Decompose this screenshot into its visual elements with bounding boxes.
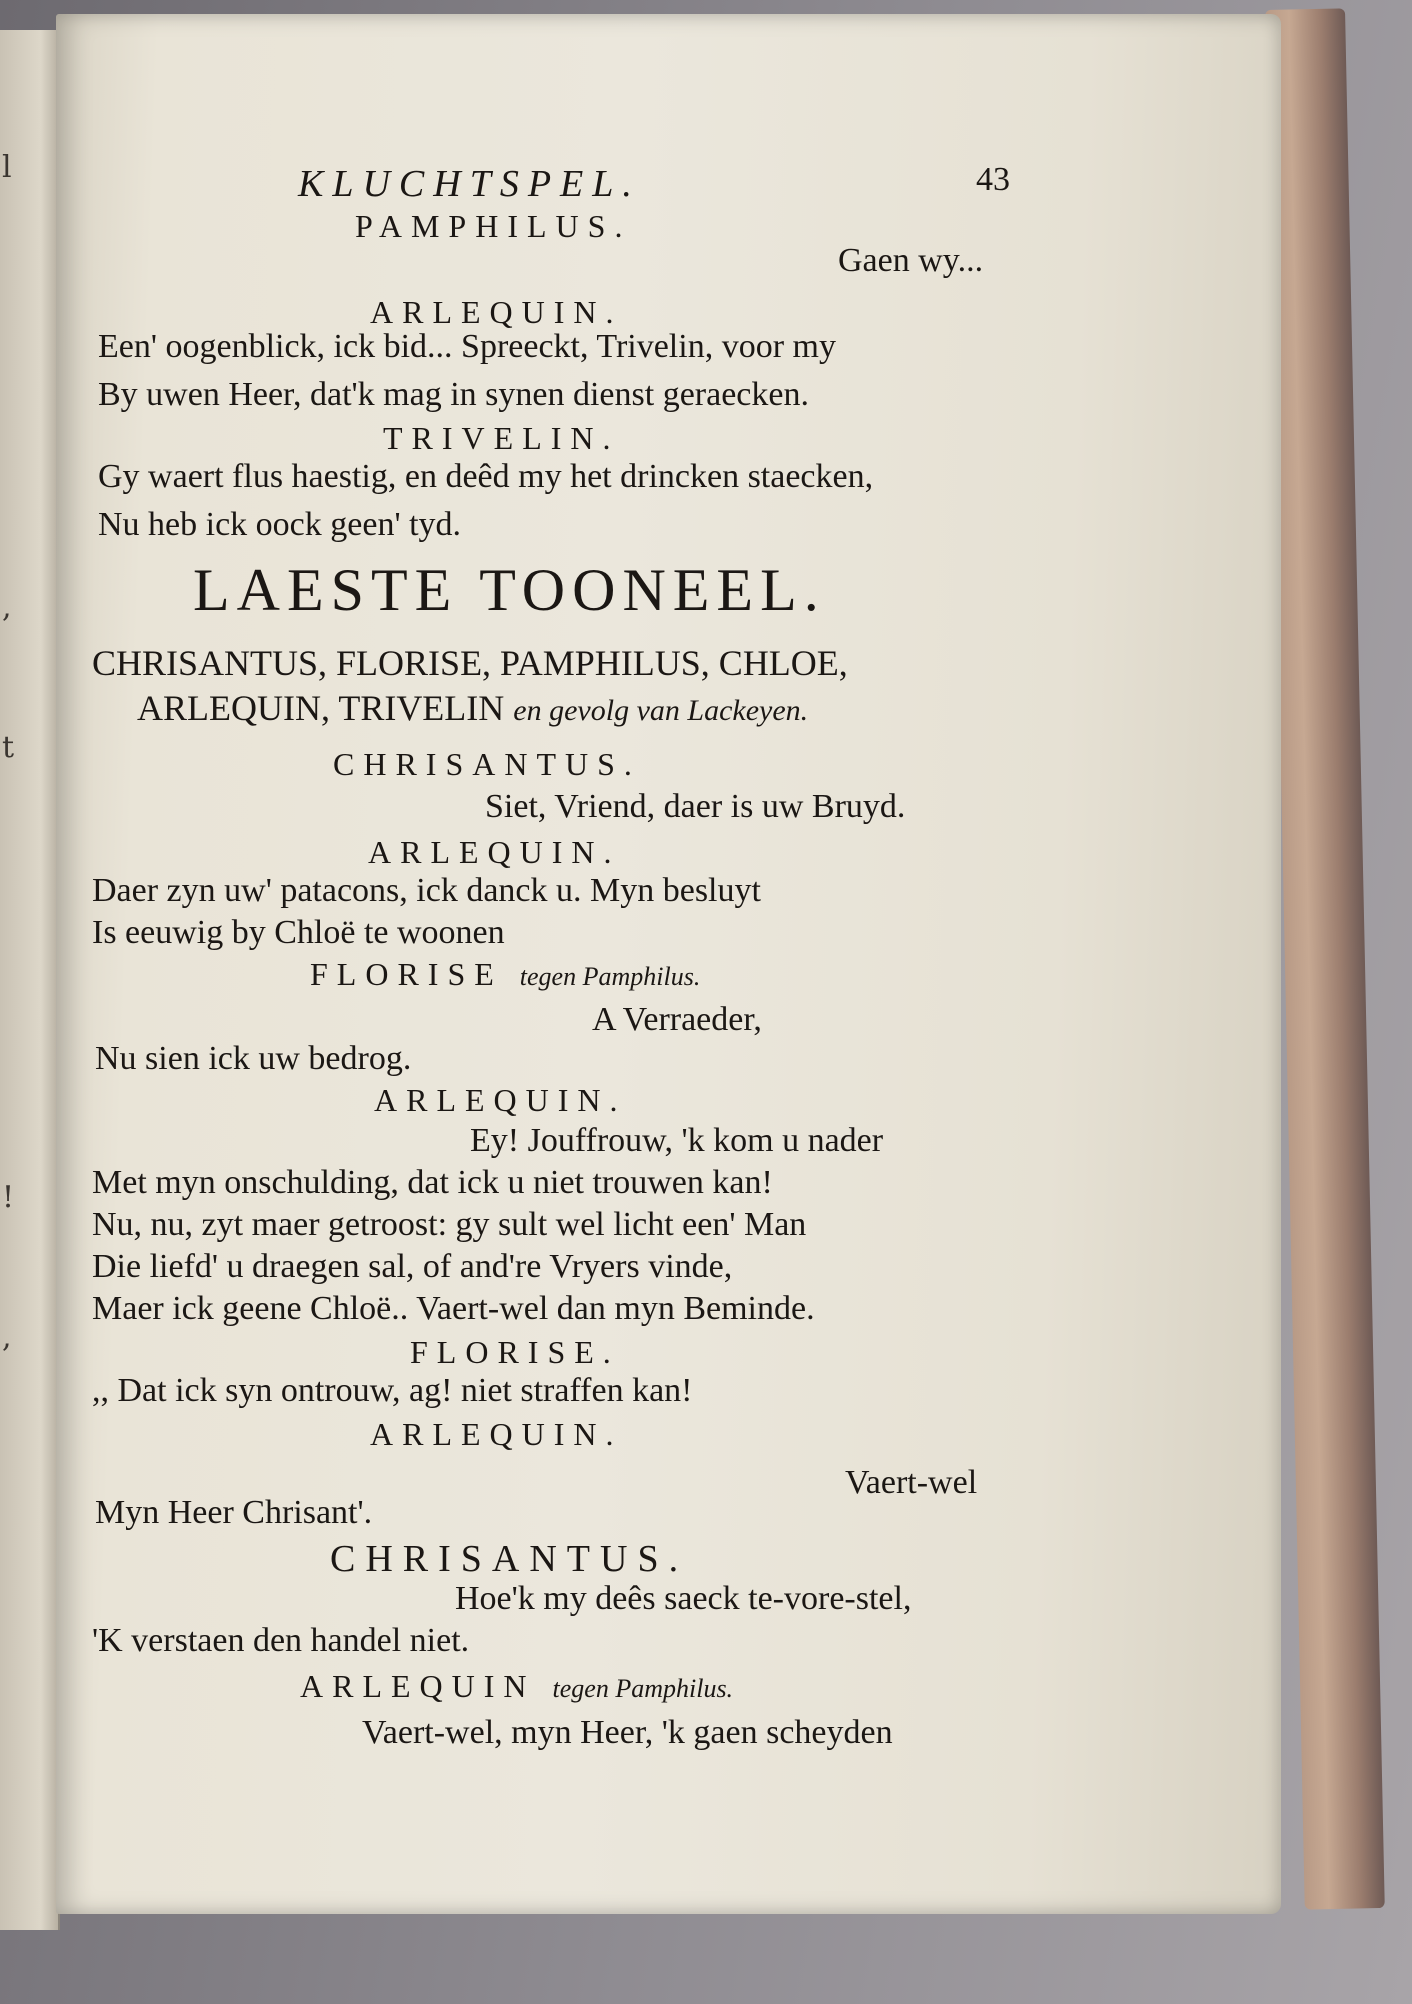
verse-line: Die liefd' u draegen sal, of and're Vryers vinde,	[92, 1248, 733, 1285]
verse-line: Vaert-wel, myn Heer, 'k gaen scheyden	[362, 1714, 893, 1751]
speaker-name: FLORISE.	[410, 1334, 620, 1370]
cast-names: ARLEQUIN, TRIVELIN	[137, 688, 505, 728]
speaker-name-text: ARLEQUIN	[300, 1668, 536, 1704]
scene-heading: LAESTE TOONEEL.	[193, 557, 826, 623]
verse-line: Daer zyn uw' patacons, ick danck u. Myn besluyt	[92, 872, 761, 909]
facing-page-mark: l	[2, 150, 12, 185]
stage-direction: en gevolg van Lackeyen.	[513, 694, 809, 727]
cast-list	[137, 690, 808, 726]
verse-line: Nu, nu, zyt maer getroost: gy sult wel licht een' Man	[92, 1206, 807, 1243]
verse-line: Een' oogenblick, ick bid... Spreeckt, Trivelin, voor my	[98, 328, 836, 365]
verse-line: By uwen Heer, dat'k mag in synen dienst geraecken.	[98, 376, 809, 413]
verse-line: Myn Heer Chrisant'.	[95, 1494, 373, 1531]
verse-line: Maer ick geene Chloë.. Vaert-wel dan myn Beminde.	[92, 1290, 815, 1327]
speaker-name: ARLEQUIN.	[370, 294, 623, 330]
verse-line: Hoe'k my deês saeck te-vore-stel,	[455, 1580, 912, 1617]
cast-list: CHRISANTUS, FLORISE, PAMPHILUS, CHLOE,	[92, 643, 848, 683]
speaker-name: ARLEQUIN.	[370, 1416, 623, 1452]
speaker-name: CHRISANTUS.	[333, 746, 641, 782]
verse-line: Nu heb ick oock geen' tyd.	[98, 506, 462, 543]
verse-line: Is eeuwig by Chloë te woonen	[92, 914, 505, 951]
verse-line: Siet, Vriend, daer is uw Bruyd.	[485, 788, 906, 825]
verse-line: A Verraeder,	[592, 1001, 762, 1038]
speaker-name	[300, 1670, 733, 1702]
speaker-name: ARLEQUIN.	[368, 834, 621, 870]
verse-line: Gaen wy...	[838, 242, 984, 279]
speaker-name: ARLEQUIN.	[374, 1082, 627, 1118]
running-head: KLUCHTSPEL.	[298, 163, 641, 205]
page-number: 43	[976, 161, 1010, 198]
speaker-name: PAMPHILUS.	[355, 208, 632, 244]
speaker-name-text: FLORISE	[310, 956, 503, 992]
verse-line: Met myn onschulding, dat ick u niet trouwen kan!	[92, 1164, 773, 1201]
verse-line: Gy waert flus haestig, en deêd my het drincken staecken,	[98, 458, 874, 495]
verse-line: Nu sien ick uw bedrog.	[95, 1040, 412, 1077]
facing-page-mark: !	[2, 1180, 15, 1215]
facing-page-mark: ,	[2, 1320, 12, 1355]
stage-direction: tegen Pamphilus.	[552, 1674, 734, 1703]
facing-page-mark: ,	[2, 590, 12, 625]
stage-direction: tegen Pamphilus.	[519, 962, 701, 991]
verse-line: 'K verstaen den handel niet.	[92, 1622, 470, 1659]
facing-page-mark: t	[2, 730, 15, 765]
speaker-name	[310, 958, 700, 990]
speaker-name: CHRISANTUS.	[330, 1538, 689, 1580]
facing-page-edge	[0, 30, 60, 1930]
verse-line: ,, Dat ick syn ontrouw, ag! niet straffen kan!	[92, 1372, 693, 1409]
speaker-name: TRIVELIN.	[383, 420, 620, 456]
verse-line: Ey! Jouffrouw, 'k kom u nader	[470, 1122, 884, 1159]
verse-line: Vaert-wel	[845, 1464, 978, 1501]
